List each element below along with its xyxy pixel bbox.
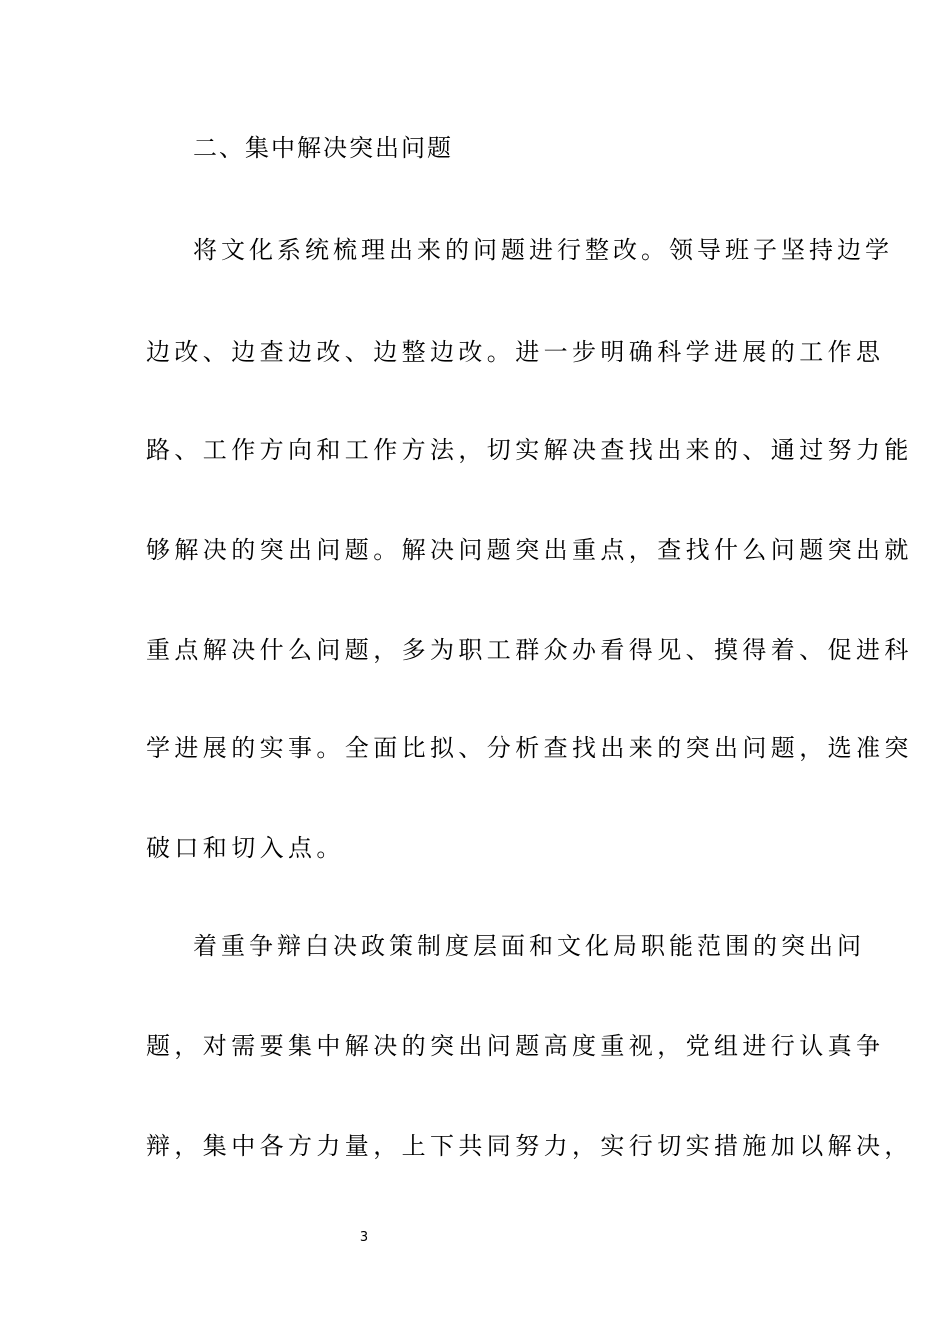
paragraph-2-line-2: 题，对需要集中解决的突出问题高度重视，党组进行认真争 xyxy=(146,1032,885,1060)
page-number: 3 xyxy=(359,1230,369,1245)
paragraph-1-line-3: 路、工作方向和工作方法，切实解决查找出来的、通过努力能 xyxy=(146,436,913,464)
paragraph-1-line-1: 将文化系统梳理出来的问题进行整改。领导班子坚持边学 xyxy=(193,236,893,264)
paragraph-2-line-1: 着重争辩白决政策制度层面和文化局职能范围的突出问 xyxy=(193,932,865,960)
paragraph-1-line-7: 破口和切入点。 xyxy=(146,834,345,862)
section-heading: 二、集中解决突出问题 xyxy=(193,134,453,162)
paragraph-1-line-5: 重点解决什么问题，多为职工群众办看得见、摸得着、促进科 xyxy=(146,636,913,664)
paragraph-1-line-6: 学进展的实事。全面比拟、分析查找出来的突出问题，选准突 xyxy=(146,734,913,762)
paragraph-1-line-4: 够解决的突出问题。解决问题突出重点，查找什么问题突出就 xyxy=(146,536,913,564)
paragraph-1-line-2: 边改、边查边改、边整边改。进一步明确科学进展的工作思 xyxy=(146,338,885,366)
paragraph-2-line-3: 辩，集中各方力量，上下共同努力，实行切实措施加以解决， xyxy=(146,1132,913,1160)
